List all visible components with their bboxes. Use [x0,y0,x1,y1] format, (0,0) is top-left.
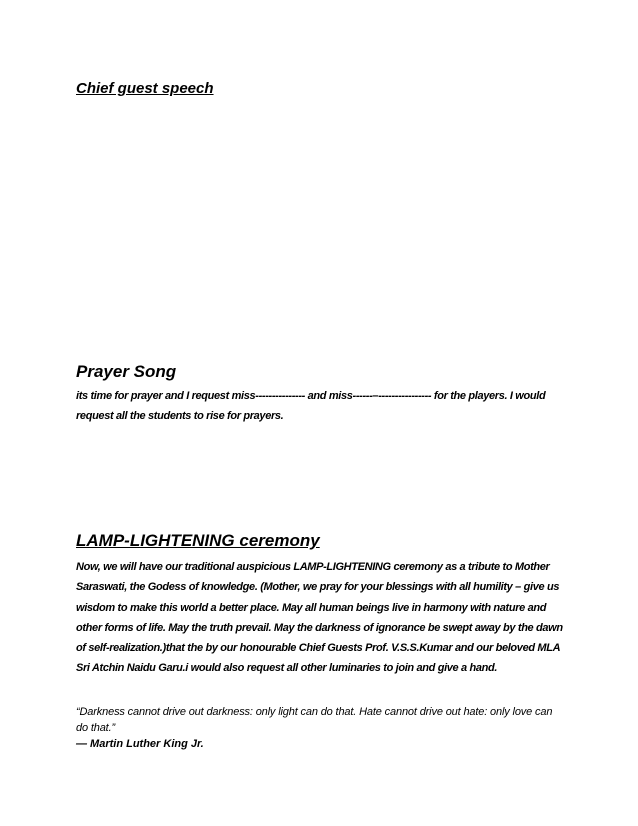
quote-author: — Martin Luther King Jr. [76,738,204,750]
prayer-paragraph: its time for prayer and I request miss--------------- and miss------–---------------- for the players. I would request all the students to rise for prayers. [76,390,546,422]
quote-text: “Darkness cannot drive out darkness: only light can do that. Hate cannot drive out hate: only love can do that.” [76,706,553,734]
chief-guest-section [76,80,566,97]
lamp-heading: LAMP-LIGHTENING ceremony [76,531,320,550]
prayer-section [76,362,566,426]
lamp-paragraph: Now, we will have our traditional auspicious LAMP-LIGHTENING ceremony as a tribute to Mother Saraswati, the Godess of knowledge. (Mother, we pray for your blessings with all humility – give us wisdom to make this world a better place. May all human beings live in harmony with nature and other forms of life. May the truth prevail. May the darkness of ignorance be swept away by the dawn of self-realization.)that the by our honourable Chief Guests Prof. V.S.S.Kumar and our beloved MLA Sri Atchin Naidu Garu.i would also request all other luminaries to join and give a hand. [76,561,563,675]
chief-guest-heading: Chief guest speech [76,80,214,97]
quote-section [76,704,566,752]
lamp-section [76,531,566,679]
prayer-heading: Prayer Song [76,362,177,381]
